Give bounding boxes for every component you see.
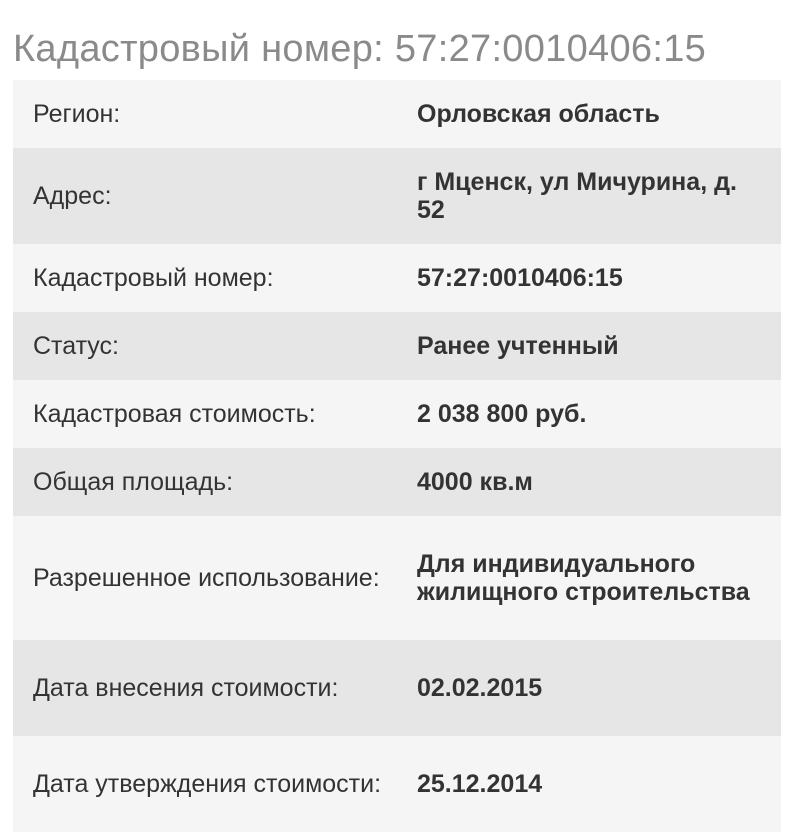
property-info-table: [13, 80, 781, 832]
row-value: Для индивидуального жилищного строительства: [417, 550, 750, 606]
row-value: 25.12.2014: [417, 770, 543, 798]
table-row-cadastral-value: [13, 380, 781, 448]
table-row-status: [13, 312, 781, 380]
table-row-permitted-use: [13, 516, 781, 640]
row-label: Дата утверждения стоимости:: [33, 770, 382, 798]
table-row-cadastral-number: [13, 244, 781, 312]
table-row-address: [13, 148, 781, 244]
row-value: 4000 кв.м: [417, 468, 533, 496]
row-label: Регион:: [33, 100, 121, 128]
row-label: Адрес:: [33, 182, 112, 210]
row-label: Кадастровый номер:: [33, 264, 274, 292]
table-row-value-approval-date: [13, 736, 781, 832]
row-value: 2 038 800 руб.: [417, 400, 587, 428]
row-label: Общая площадь:: [33, 468, 234, 496]
table-row-total-area: [13, 448, 781, 516]
row-value: 57:27:0010406:15: [417, 264, 623, 292]
row-label: Разрешенное использование:: [33, 564, 380, 592]
row-label: Дата внесения стоимости:: [33, 674, 339, 702]
table-row-region: [13, 80, 781, 148]
row-label: Кадастровая стоимость:: [33, 400, 316, 428]
row-value: 02.02.2015: [417, 674, 543, 702]
table-row-value-entry-date: [13, 640, 781, 736]
row-value: Орловская область: [417, 100, 660, 128]
row-value: Ранее учтенный: [417, 332, 619, 360]
row-value: г Мценск, ул Мичурина, д. 52: [417, 168, 737, 224]
page-title: Кадастровый номер: 57:27:0010406:15: [13, 28, 707, 70]
row-label: Статус:: [33, 332, 119, 360]
